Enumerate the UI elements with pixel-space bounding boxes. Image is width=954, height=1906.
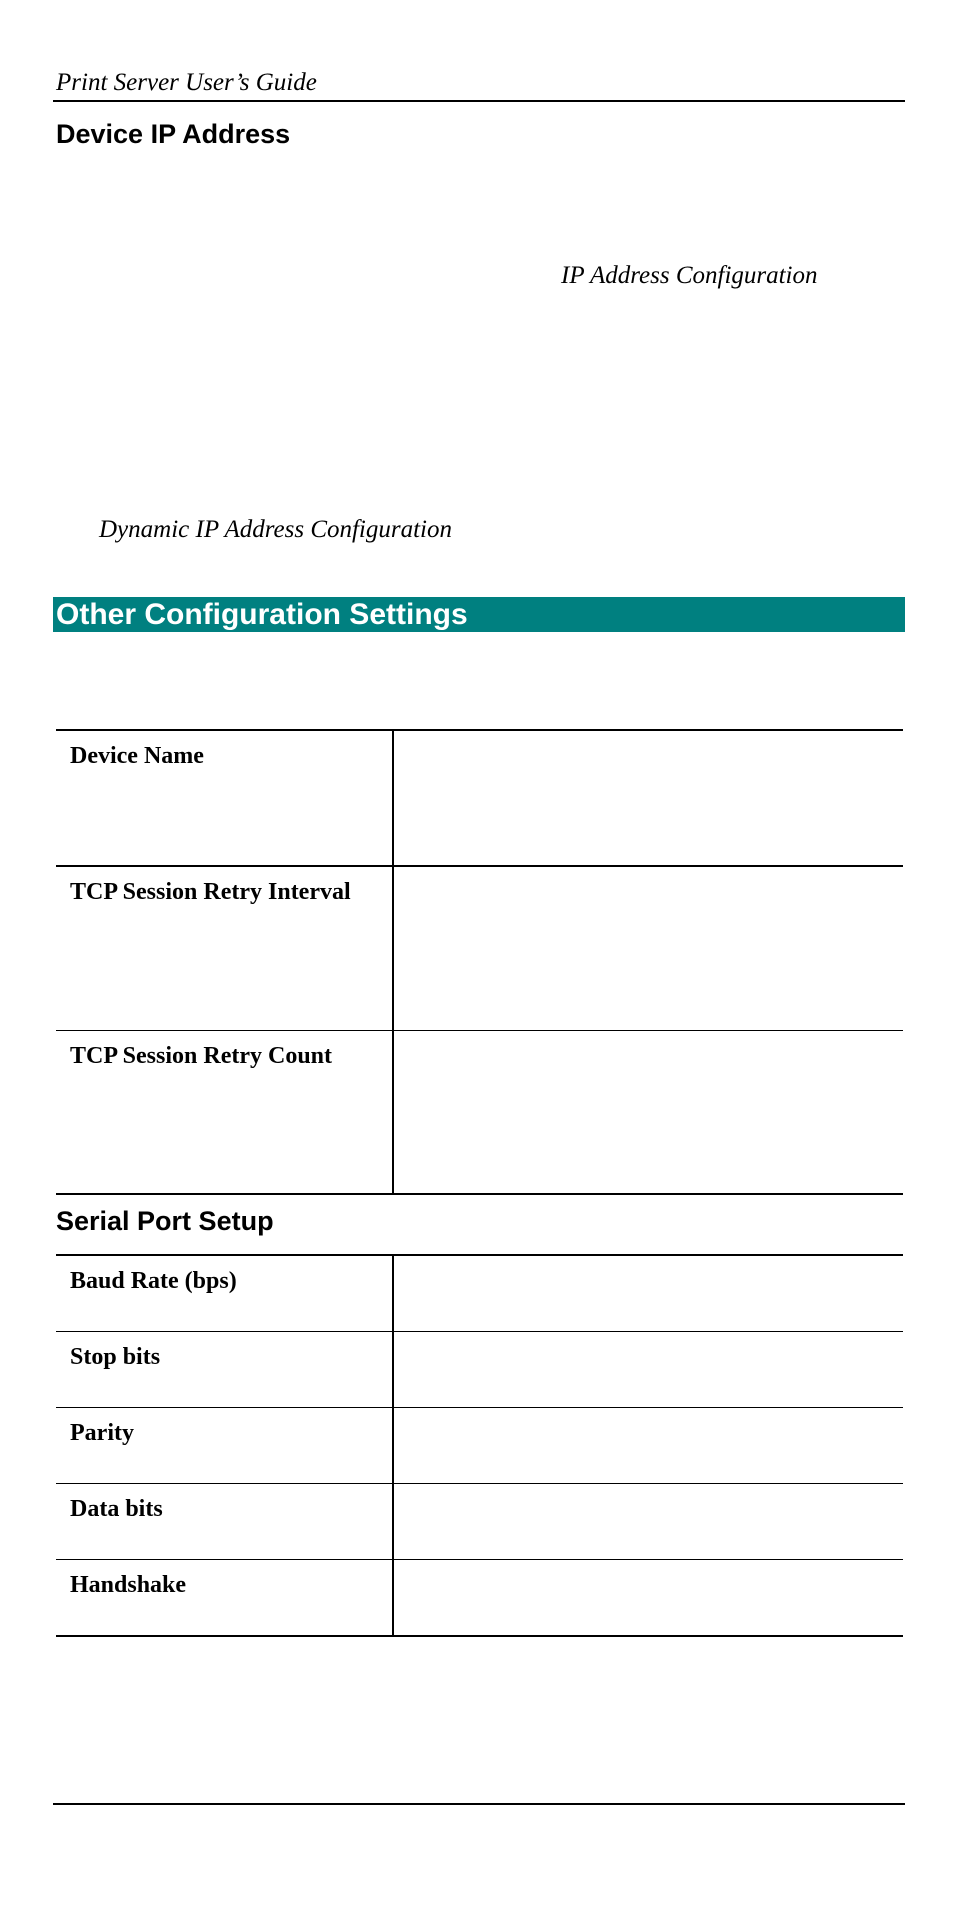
table-row <box>56 1560 903 1637</box>
other-configuration-banner <box>53 597 905 632</box>
tcp-retry-interval-label: TCP Session Retry Interval <box>56 866 393 1031</box>
stop-bits-description <box>393 1332 903 1408</box>
table-row <box>56 1408 903 1484</box>
footer-rule <box>53 1803 905 1805</box>
handshake-label: Handshake <box>56 1560 393 1637</box>
table-row <box>56 1332 903 1408</box>
serial-port-table <box>56 1254 903 1637</box>
data-bits-description <box>393 1484 903 1560</box>
other-configuration-heading: Other Configuration Settings <box>56 598 468 631</box>
table-row <box>56 730 903 866</box>
tcp-retry-interval-description <box>393 866 903 1031</box>
header-rule <box>53 100 905 102</box>
stop-bits-label: Stop bits <box>56 1332 393 1408</box>
parity-label: Parity <box>56 1408 393 1484</box>
table-row <box>56 1484 903 1560</box>
running-header-title: Print Server User’s Guide <box>56 69 317 96</box>
dynamic-ip-configuration-reference: Dynamic IP Address Configuration <box>99 516 453 543</box>
baud-rate-label: Baud Rate (bps) <box>56 1255 393 1332</box>
device-name-label: Device Name <box>56 730 393 866</box>
handshake-description <box>393 1560 903 1637</box>
device-name-description <box>393 730 903 866</box>
tcp-retry-count-description <box>393 1031 903 1195</box>
serial-port-setup-heading: Serial Port Setup <box>56 1206 274 1236</box>
other-settings-table <box>56 729 903 1195</box>
parity-description <box>393 1408 903 1484</box>
table-row <box>56 866 903 1031</box>
tcp-retry-count-label: TCP Session Retry Count <box>56 1031 393 1195</box>
ip-address-configuration-reference: IP Address Configuration <box>561 262 818 289</box>
data-bits-label: Data bits <box>56 1484 393 1560</box>
table-row <box>56 1031 903 1195</box>
baud-rate-description <box>393 1255 903 1332</box>
device-ip-heading: Device IP Address <box>56 119 291 149</box>
table-row <box>56 1255 903 1332</box>
